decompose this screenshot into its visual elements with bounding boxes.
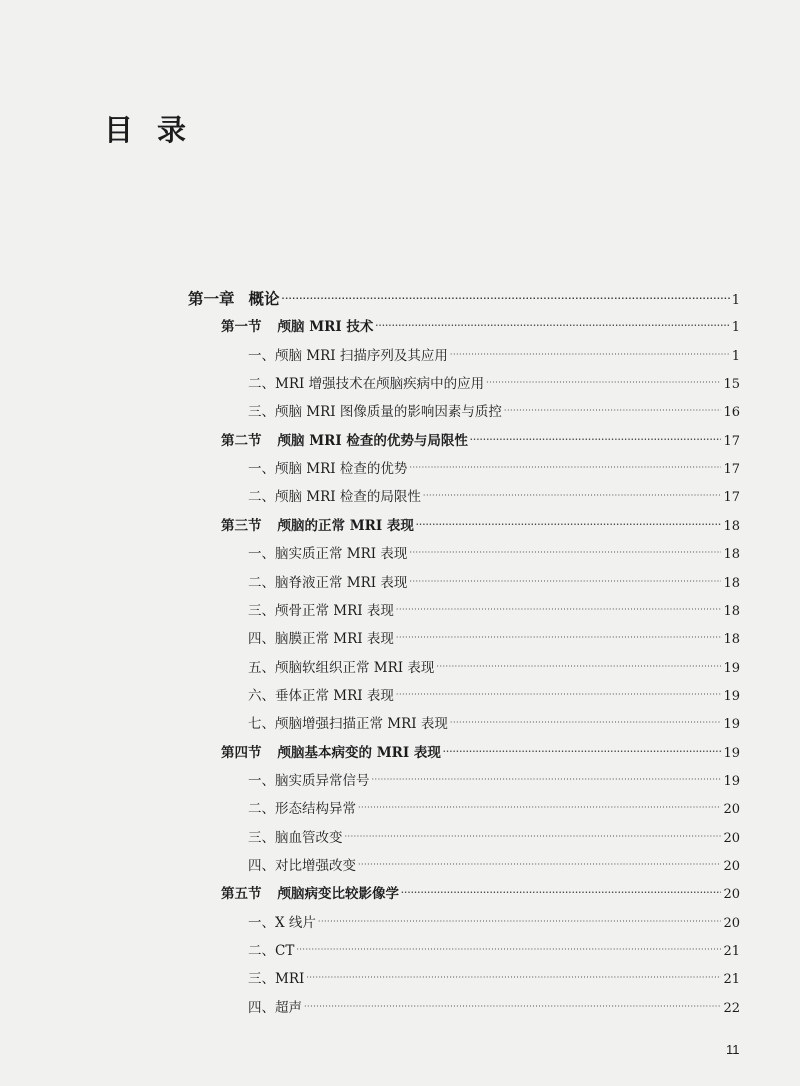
toc-section-number: 第二节	[221, 432, 262, 449]
toc-section-number: 第三节	[221, 517, 262, 534]
toc-item-entry[interactable]	[248, 344, 740, 370]
toc-item-entry[interactable]	[248, 627, 740, 653]
toc-item-entry[interactable]	[248, 571, 740, 597]
toc-chapter-number: 第一章	[188, 290, 235, 308]
toc-page-number: 21	[723, 972, 740, 988]
toc-item-title: 三、脑血管改变	[248, 829, 343, 846]
toc-page-number: 18	[723, 632, 740, 648]
toc-page-number: 17	[723, 490, 740, 506]
toc-section-entry[interactable]	[221, 315, 740, 341]
toc-dot-leader	[296, 945, 721, 954]
toc-item-title: 二、CT	[248, 943, 295, 960]
toc-dot-leader	[304, 1002, 721, 1011]
toc-dot-leader	[486, 378, 721, 387]
toc-section-number: 第五节	[221, 886, 262, 903]
toc-dot-leader	[396, 605, 722, 614]
toc-item-entry[interactable]	[248, 712, 740, 738]
toc-section-title: 颅脑基本病变的 MRI 表现	[277, 744, 441, 761]
toc-dot-leader	[375, 320, 729, 330]
toc-item-title: 二、形态结构异常	[248, 801, 356, 818]
toc-dot-leader	[423, 491, 722, 500]
toc-page-number: 18	[723, 575, 740, 591]
toc-item-entry[interactable]	[248, 826, 740, 852]
toc-item-entry[interactable]	[248, 599, 740, 625]
toc-page-number: 19	[723, 717, 740, 733]
toc-item-title: 二、颅脑 MRI 检查的局限性	[248, 489, 421, 506]
toc-section-number: 第一节	[221, 319, 262, 336]
toc-dot-leader	[401, 887, 721, 897]
toc-page-number: 1	[731, 348, 740, 364]
toc-dot-leader	[396, 690, 722, 699]
toc-item-title: 三、颅骨正常 MRI 表现	[248, 602, 394, 619]
toc-item-entry[interactable]	[248, 911, 740, 937]
toc-dot-leader	[436, 662, 721, 671]
toc-dot-leader	[504, 406, 722, 415]
toc-chapter-title: 概论	[248, 290, 280, 308]
toc-item-entry[interactable]	[248, 797, 740, 823]
toc-item-entry[interactable]	[248, 400, 740, 426]
toc-item-entry[interactable]	[248, 967, 740, 993]
toc-item-title: 六、垂体正常 MRI 表现	[248, 687, 394, 704]
toc-page-number: 20	[723, 859, 740, 874]
toc-item-title: 二、MRI 增强技术在颅脑疾病中的应用	[248, 376, 485, 393]
toc-page-number: 20	[723, 830, 740, 846]
page-number: 11	[726, 1042, 740, 1057]
toc-page-number: 18	[723, 547, 740, 563]
toc-page-number: 15	[723, 377, 740, 393]
toc-section-title: 颅脑 MRI 检查的优势与局限性	[277, 432, 468, 449]
toc-section-number: 第四节	[221, 744, 262, 761]
toc-page-number: 18	[723, 603, 740, 619]
toc-page-number: 17	[723, 433, 740, 449]
toc-section-title: 颅脑 MRI 技术	[277, 319, 374, 336]
page-title: 目录	[104, 113, 211, 147]
toc-dot-leader	[409, 548, 721, 557]
toc-dot-leader	[450, 350, 730, 359]
toc-page-number: 18	[723, 518, 740, 534]
toc-dot-leader	[450, 718, 722, 727]
toc-item-title: 四、超声	[248, 999, 302, 1016]
toc-item-entry[interactable]	[248, 485, 740, 511]
toc-chapter-entry[interactable]	[188, 287, 740, 313]
toc-item-title: 一、颅脑 MRI 检查的优势	[248, 461, 408, 478]
toc-item-entry[interactable]	[248, 996, 740, 1022]
toc-page-number: 17	[723, 462, 740, 478]
toc-page-number: 21	[723, 944, 740, 960]
toc-page-number: 20	[723, 887, 740, 903]
toc-item-title: 二、脑脊液正常 MRI 表现	[248, 574, 408, 591]
toc-item-entry[interactable]	[248, 372, 740, 398]
toc-dot-leader	[409, 577, 721, 586]
toc-dot-leader	[358, 803, 721, 812]
toc-item-title: 一、颅脑 MRI 扫描序列及其应用	[248, 347, 448, 364]
toc-item-title: 三、MRI	[248, 971, 305, 988]
toc-section-title: 颅脑的正常 MRI 表现	[277, 517, 414, 534]
toc-page-number: 1	[731, 320, 740, 336]
toc-item-entry[interactable]	[248, 939, 740, 965]
toc-dot-leader	[409, 463, 721, 472]
toc-item-entry[interactable]	[248, 656, 740, 682]
toc-dot-leader	[345, 832, 722, 841]
toc-item-entry[interactable]	[248, 854, 740, 880]
toc-page-number: 20	[723, 915, 740, 931]
toc-section-entry[interactable]	[221, 514, 740, 540]
toc-dot-leader	[470, 434, 722, 444]
toc-item-entry[interactable]	[248, 457, 740, 483]
toc-page-number: 19	[723, 688, 740, 704]
toc-section-entry[interactable]	[221, 741, 740, 767]
toc-item-entry[interactable]	[248, 542, 740, 568]
toc-page-number: 16	[723, 405, 740, 421]
toc-page-number: 22	[723, 1000, 740, 1016]
toc-item-entry[interactable]	[248, 769, 740, 795]
toc-page-number: 19	[723, 660, 740, 676]
toc-item-title: 四、脑膜正常 MRI 表现	[248, 631, 394, 648]
toc-page-number: 1	[731, 293, 740, 308]
toc-dot-leader	[358, 860, 721, 869]
toc-dot-leader	[306, 973, 721, 982]
toc-page-number: 19	[723, 745, 740, 761]
toc-section-entry[interactable]	[221, 882, 740, 908]
toc-dot-leader	[416, 519, 722, 529]
toc-section-entry[interactable]	[221, 429, 740, 455]
toc-dot-leader	[372, 775, 722, 784]
toc-item-title: 五、颅脑软组织正常 MRI 表现	[248, 659, 435, 676]
toc-page-number: 20	[723, 802, 740, 818]
toc-page-number: 19	[723, 773, 740, 789]
toc-dot-leader	[282, 294, 730, 303]
toc-item-title: 一、X 线片	[248, 914, 316, 931]
toc-item-title: 四、对比增强改变	[248, 858, 356, 874]
toc-dot-leader	[443, 746, 722, 756]
toc-item-title: 三、颅脑 MRI 图像质量的影响因素与质控	[248, 404, 502, 421]
toc-item-title: 一、脑实质正常 MRI 表现	[248, 546, 408, 563]
toc-item-title: 七、颅脑增强扫描正常 MRI 表现	[248, 716, 448, 733]
toc-dot-leader	[396, 633, 722, 642]
toc-dot-leader	[318, 917, 722, 926]
toc-item-entry[interactable]	[248, 684, 740, 710]
toc-item-title: 一、脑实质异常信号	[248, 772, 370, 789]
toc-section-title: 颅脑病变比较影像学	[277, 886, 399, 903]
